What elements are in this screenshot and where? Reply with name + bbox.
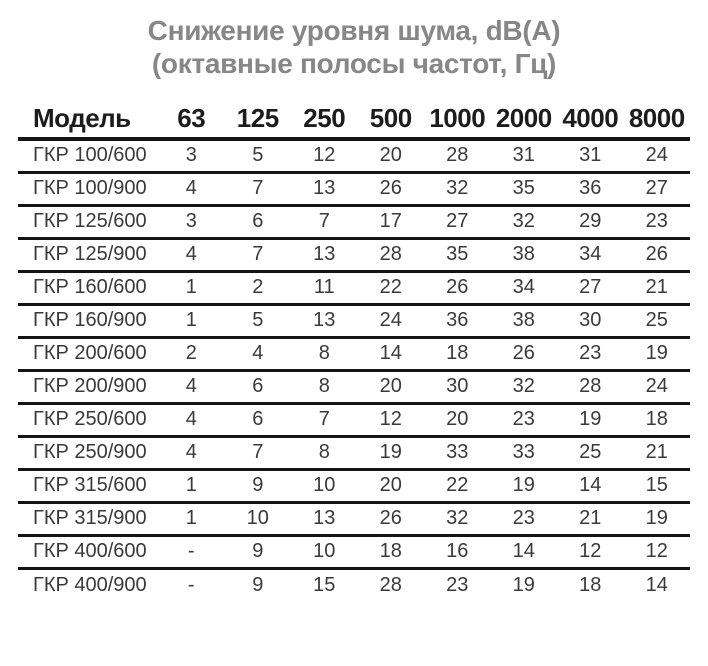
value-cell: 23 [512,408,535,430]
value-cell: 8 [318,375,330,397]
value-cell: 18 [379,540,402,562]
value-cell: 32 [512,210,535,232]
value-cell: 28 [379,243,402,265]
model-cell: ГКР 250/600 [33,408,147,430]
value-cell: 6 [252,375,264,397]
table-row [18,271,690,304]
table-header [18,100,690,139]
value-cell: 19 [579,408,602,430]
value-cell: 22 [379,276,402,298]
value-cell: 11 [313,276,335,298]
value-cell: 26 [446,276,469,298]
value-cell: - [187,540,195,562]
value-cell: 5 [252,144,264,167]
value-cell: 19 [512,573,535,596]
value-cell: 10 [246,507,269,529]
value-cell: 21 [645,441,668,463]
value-cell: 35 [512,177,535,199]
value-cell: 2 [185,342,197,364]
value-cell: 10 [313,540,336,562]
value-cell: 23 [446,573,469,596]
model-cell: ГКР 200/600 [33,342,147,364]
value-cell: 34 [512,276,535,298]
value-cell: 26 [379,507,402,529]
value-cell: 21 [645,276,668,298]
value-cell: 18 [645,408,668,430]
value-cell: 7 [318,408,330,430]
model-cell: ГКР 160/900 [33,309,147,331]
value-cell: 6 [252,408,264,430]
model-cell: ГКР 200/900 [33,375,147,397]
value-cell: 24 [645,144,668,167]
value-cell: 14 [579,474,602,496]
value-cell: 19 [379,441,402,463]
value-cell: 9 [252,474,264,496]
value-cell: 38 [512,243,535,265]
value-cell: 14 [645,573,668,596]
value-cell: 27 [579,276,602,298]
value-cell: 13 [313,177,336,199]
noise-reduction-table [18,100,690,601]
value-cell: 7 [252,177,264,199]
page-title [0,14,708,80]
table-row [18,139,690,172]
table-row [18,238,690,271]
value-cell: 28 [446,144,469,167]
model-cell: ГКР 100/600 [33,144,147,167]
table-row [18,535,690,568]
value-cell: 26 [379,177,402,199]
table-row [18,568,690,601]
model-cell: ГКР 160/600 [33,276,147,298]
value-cell: 17 [379,210,402,232]
value-cell: 25 [579,441,602,463]
model-cell: ГКР 125/900 [33,243,147,265]
model-cell: ГКР 400/900 [33,573,147,596]
value-cell: 24 [645,375,668,397]
value-cell: 29 [579,210,602,232]
value-cell: 9 [252,573,264,596]
value-cell: 15 [313,573,336,596]
value-cell: 4 [185,243,197,265]
table-row [18,502,690,535]
value-cell: 20 [379,144,402,167]
value-cell: 13 [313,507,336,529]
value-cell: 3 [185,144,197,167]
value-cell: 4 [185,177,197,199]
value-cell: 7 [252,441,264,463]
page-title-line2: (октавные полосы частот, Гц) [151,48,557,79]
freq-header-125: 125 [236,103,279,133]
value-cell: 12 [579,540,602,562]
value-cell: 34 [579,243,602,265]
table-row [18,469,690,502]
value-cell: 1 [185,309,197,331]
value-cell: 33 [446,441,469,463]
table-body [18,139,690,601]
freq-header-250: 250 [303,103,346,133]
value-cell: 1 [185,507,197,529]
value-cell: 20 [379,375,402,397]
value-cell: 28 [379,573,402,596]
value-cell: 22 [446,474,469,496]
value-cell: 3 [185,210,197,232]
value-cell: 27 [645,177,668,199]
value-cell: 10 [313,474,336,496]
value-cell: 32 [446,507,469,529]
value-cell: 19 [645,507,668,529]
page-title-line1: Снижение уровня шума, dB(A) [147,15,561,46]
value-cell: 36 [579,177,602,199]
table-row [18,436,690,469]
table-row [18,337,690,370]
value-cell: 30 [446,375,469,397]
value-cell: 16 [446,540,469,562]
value-cell: 27 [446,210,469,232]
model-cell: ГКР 315/600 [33,474,147,496]
freq-header-2000: 2000 [495,103,552,133]
value-cell: 28 [579,375,602,397]
model-cell: ГКР 400/600 [33,540,147,562]
value-cell: 5 [252,309,264,331]
value-cell: 6 [252,210,264,232]
value-cell: 26 [512,342,535,364]
table-row [18,403,690,436]
value-cell: 33 [512,441,535,463]
table-row [18,370,690,403]
value-cell: 13 [313,243,336,265]
value-cell: 25 [645,309,668,331]
value-cell: 32 [512,375,535,397]
table-row [18,304,690,337]
value-cell: 19 [512,474,535,496]
value-cell: 13 [313,309,336,331]
value-cell: 19 [645,342,668,364]
value-cell: 1 [185,276,197,298]
table-header-row [18,100,690,139]
value-cell: 30 [579,309,602,331]
table-row [18,172,690,205]
value-cell: 23 [512,507,535,529]
value-cell: 4 [185,408,197,430]
value-cell: 18 [446,342,469,364]
value-cell: 14 [512,540,535,562]
value-cell: 32 [446,177,469,199]
value-cell: 7 [252,243,264,265]
value-cell: 26 [645,243,668,265]
value-cell: 15 [645,474,668,496]
value-cell: 36 [446,309,469,331]
value-cell: 7 [318,210,330,232]
value-cell: 8 [318,441,330,463]
value-cell: 12 [379,408,402,430]
value-cell: 18 [579,573,602,596]
model-header-cell: Модель [33,103,131,133]
value-cell: 21 [579,507,602,529]
value-cell: 35 [446,243,469,265]
value-cell: 14 [379,342,402,364]
freq-header-1000: 1000 [429,103,486,133]
value-cell: 9 [252,540,264,562]
value-cell: 20 [379,474,402,496]
value-cell: 38 [512,309,535,331]
freq-header-63: 63 [177,103,206,133]
model-cell: ГКР 100/900 [33,177,147,199]
model-cell: ГКР 315/900 [33,507,147,529]
value-cell: 23 [645,210,668,232]
value-cell: 4 [185,441,197,463]
value-cell: 12 [313,144,336,167]
value-cell: 31 [579,144,602,167]
value-cell: 12 [645,540,668,562]
table-row [18,205,690,238]
value-cell: 23 [579,342,602,364]
freq-header-500: 500 [369,103,412,133]
value-cell: - [187,573,195,596]
value-cell: 24 [379,309,402,331]
value-cell: 8 [318,342,330,364]
value-cell: 1 [185,474,197,496]
freq-header-4000: 4000 [562,103,619,133]
model-cell: ГКР 125/600 [33,210,147,232]
freq-header-8000: 8000 [628,103,685,133]
value-cell: 4 [252,342,264,364]
value-cell: 31 [512,144,535,167]
model-cell: ГКР 250/900 [33,441,147,463]
value-cell: 2 [252,276,264,298]
value-cell: 4 [185,375,197,397]
value-cell: 20 [446,408,469,430]
